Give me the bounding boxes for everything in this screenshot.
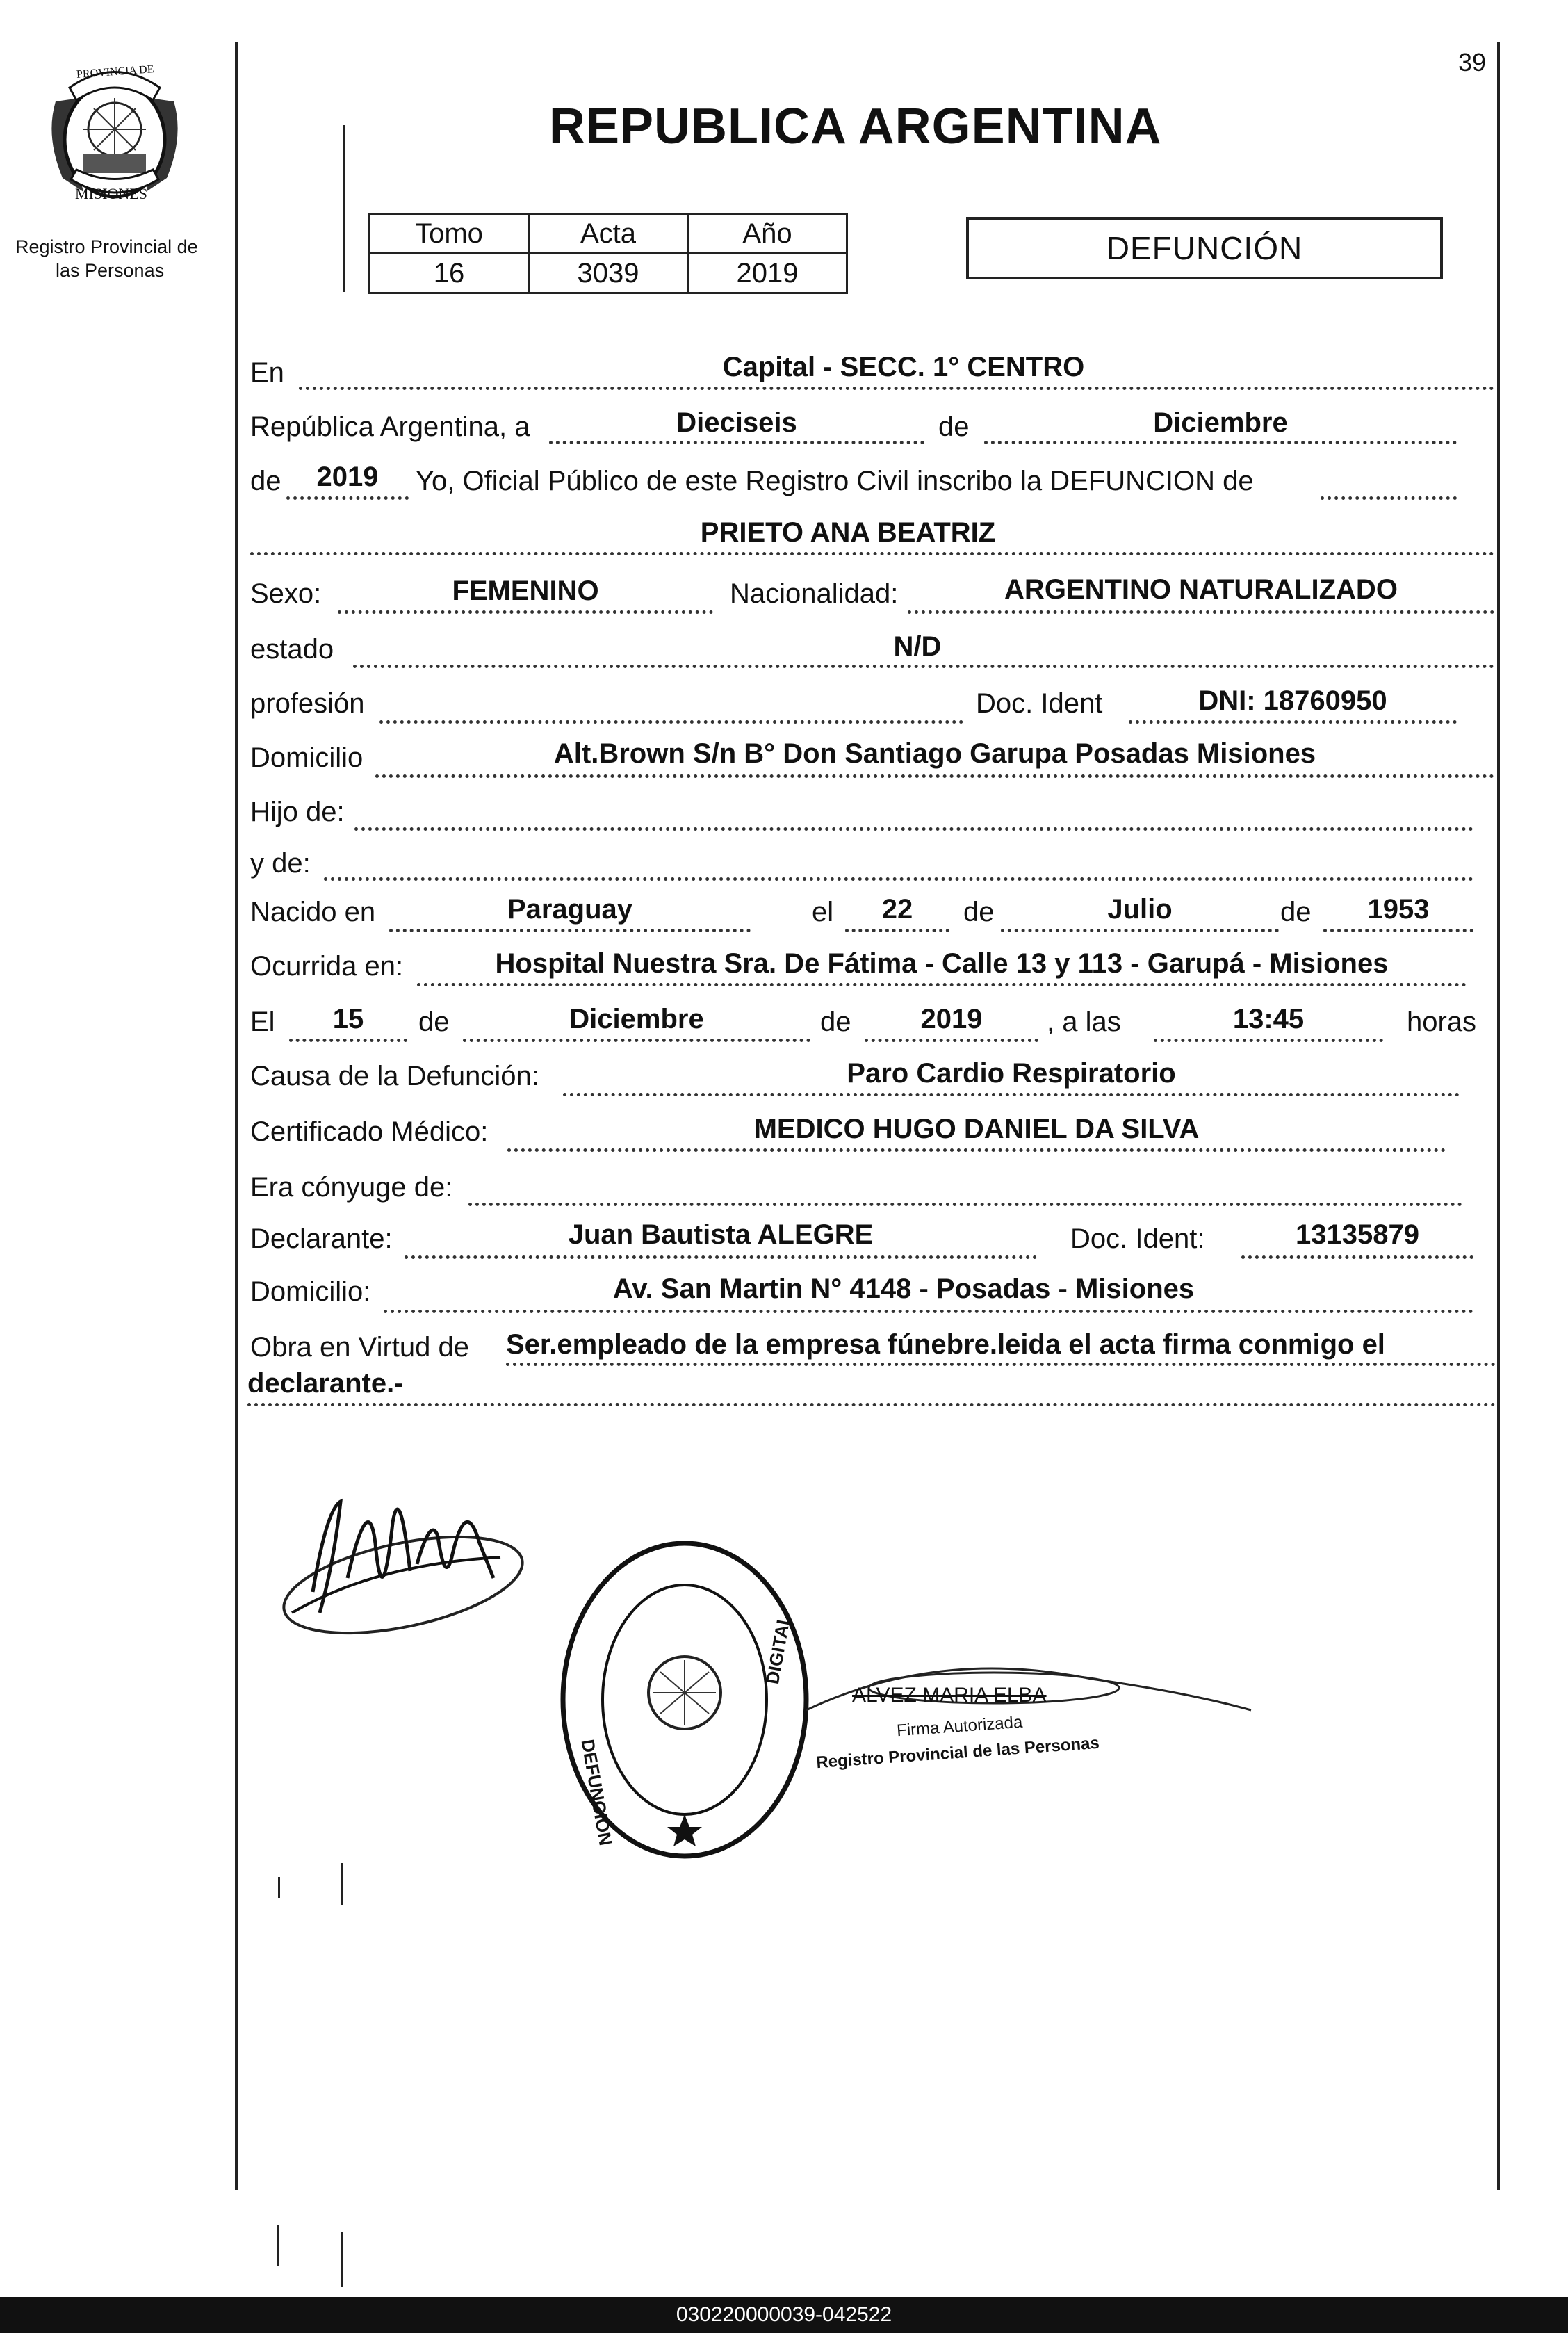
name-dots <box>250 552 1494 555</box>
declarant-doc-dots <box>1241 1255 1473 1259</box>
born-place-value: Paraguay <box>507 894 633 925</box>
cause-dots <box>563 1093 1460 1096</box>
officer-org: Registro Provincial de las Personas <box>815 1733 1100 1773</box>
doc-value: DNI: 18760950 <box>1198 685 1387 716</box>
born-place-dots <box>389 929 751 932</box>
declarant-doc-value: 13135879 <box>1296 1219 1419 1250</box>
by-virtue-dots1 <box>506 1363 1496 1366</box>
statement-dots <box>1321 496 1457 500</box>
occurred-dots <box>417 983 1467 986</box>
profession-dots <box>379 720 963 724</box>
declarant-doc-label: Doc. Ident: <box>1070 1224 1205 1254</box>
de-label: de <box>938 412 970 442</box>
cause-value: Paro Cardio Respiratorio <box>847 1058 1176 1089</box>
by-virtue-label: Obra en Virtud de <box>250 1332 470 1363</box>
occurred-label: Ocurrida en: <box>250 951 404 982</box>
nationality-label: Nacionalidad: <box>730 578 899 609</box>
civil-value: N/D <box>893 631 942 662</box>
born-month-value: Julio <box>1107 894 1173 925</box>
statement-text: Yo, Oficial Público de este Registro Civil inscribo la DEFUNCION de <box>416 466 1254 496</box>
record-header-tomo: Tomo <box>370 214 529 254</box>
by-virtue-dots2 <box>247 1403 1496 1406</box>
sex-value: FEMENINO <box>452 576 599 606</box>
record-value-tomo: 16 <box>370 254 529 293</box>
year-label: de <box>250 466 281 496</box>
sex-label: Sexo: <box>250 578 322 609</box>
doc-label: Doc. Ident <box>976 688 1103 719</box>
spouse-label: Era cónyuge de: <box>250 1172 453 1203</box>
cause-label: Causa de la Defunción: <box>250 1061 539 1091</box>
born-label: Nacido en <box>250 897 376 927</box>
hours-label: horas <box>1407 1007 1477 1037</box>
en-label: En <box>250 357 284 388</box>
day-words-value: Dieciseis <box>676 407 797 438</box>
death-month-value: Diciembre <box>569 1004 704 1034</box>
page-title: REPUBLICA ARGENTINA <box>549 99 1162 154</box>
child-of-label: Hijo de: <box>250 797 345 827</box>
by-virtue-line1: Ser.empleado de la empresa fúnebre.leida el acta firma conmigo el <box>506 1329 1385 1360</box>
record-value-ano: 2019 <box>688 254 847 293</box>
rep-label: República Argentina, a <box>250 412 530 442</box>
year-value: 2019 <box>316 462 379 492</box>
footer-code: 030220000039-042522 <box>0 2297 1568 2333</box>
province-seal <box>42 60 188 206</box>
death-day-value: 15 <box>332 1004 364 1034</box>
at-label: , a las <box>1047 1007 1121 1037</box>
left-margin-line <box>235 42 238 2190</box>
cert-label: Certificado Médico: <box>250 1116 489 1147</box>
inner-margin-line <box>343 125 345 292</box>
registry-line2: las Personas <box>56 260 165 281</box>
margin-tick-4 <box>277 2225 279 2266</box>
declarant-dots <box>405 1255 1037 1259</box>
day-dots <box>549 441 924 444</box>
officer-signature <box>271 1481 542 1648</box>
and-of-dots <box>324 877 1473 881</box>
nationality-dots <box>908 610 1494 614</box>
and-of-label: y de: <box>250 848 311 879</box>
declarant-addr-dots <box>384 1310 1473 1313</box>
profession-label: profesión <box>250 688 365 719</box>
doc-dots <box>1129 720 1457 724</box>
declarant-addr-label: Domicilio: <box>250 1276 371 1307</box>
born-year-value: 1953 <box>1367 894 1430 925</box>
record-type-box: DEFUNCIÓN <box>966 217 1443 279</box>
sex-dots <box>338 610 713 614</box>
address-dots <box>375 774 1494 778</box>
year-dots <box>286 496 409 500</box>
declarant-addr-value: Av. San Martin N° 4148 - Posadas - Misiones <box>612 1274 1195 1304</box>
officer-name: ALVEZ MARIA ELBA <box>852 1684 1047 1707</box>
born-el-label: el <box>812 897 834 927</box>
by-virtue-line2: declarante.- <box>247 1368 404 1399</box>
born-month-dots <box>1001 929 1279 932</box>
record-table <box>368 213 848 294</box>
deceased-name: PRIETO ANA BEATRIZ <box>700 517 996 548</box>
born-de1-label: de <box>963 897 995 927</box>
occurred-value: Hospital Nuestra Sra. De Fátima - Calle 13 y 113 - Garupá - Misiones <box>495 948 1389 979</box>
civil-label: estado <box>250 634 334 665</box>
seal-text-top: PROVINCIA DE <box>76 63 154 81</box>
margin-tick-2 <box>341 1863 343 1905</box>
civil-dots <box>353 665 1494 668</box>
death-year-dots <box>865 1039 1038 1042</box>
margin-tick-3 <box>341 2232 343 2287</box>
declarant-value: Juan Bautista ALEGRE <box>568 1219 874 1250</box>
death-time-value: 13:45 <box>1232 1004 1305 1034</box>
officer-title: Firma Autorizada <box>896 1712 1024 1741</box>
right-margin-line <box>1497 42 1500 2190</box>
declarant-label: Declarante: <box>250 1224 393 1254</box>
cert-dots <box>507 1148 1446 1152</box>
born-de2-label: de <box>1280 897 1312 927</box>
cert-value: MEDICO HUGO DANIEL DA SILVA <box>753 1114 1200 1144</box>
record-header-acta: Acta <box>529 214 688 254</box>
stamp-inner-left: DEFUNCION <box>577 1737 616 1848</box>
child-of-dots <box>354 827 1473 831</box>
page-number: 39 <box>1458 48 1487 76</box>
record-value-acta: 3039 <box>529 254 688 293</box>
record-header-ano: Año <box>688 214 847 254</box>
born-day-value: 22 <box>881 894 913 925</box>
address-label: Domicilio <box>250 742 364 773</box>
el-label: El <box>250 1007 275 1037</box>
nationality-value: ARGENTINO NATURALIZADO <box>1004 574 1398 605</box>
margin-tick-1 <box>278 1877 280 1898</box>
death-de1-label: de <box>418 1007 450 1037</box>
address-value: Alt.Brown S/n B° Don Santiago Garupa Posadas Misiones <box>553 738 1316 769</box>
death-day-dots <box>289 1039 407 1042</box>
death-year-value: 2019 <box>920 1004 983 1034</box>
born-day-dots <box>845 929 949 932</box>
stamp-inner-right: DIGITAL <box>762 1612 795 1686</box>
death-de2-label: de <box>820 1007 851 1037</box>
month-dots <box>984 441 1457 444</box>
death-month-dots <box>463 1039 810 1042</box>
place-value: Capital - SECC. 1° CENTRO <box>722 352 1085 382</box>
spouse-dots <box>468 1203 1462 1206</box>
seal-text-bottom: MISIONES <box>75 185 147 202</box>
place-dots <box>299 387 1494 390</box>
registry-line1: Registro Provincial de <box>15 236 198 257</box>
month-value: Diciembre <box>1153 407 1288 438</box>
born-year-dots <box>1323 929 1473 932</box>
time-dots <box>1154 1039 1383 1042</box>
